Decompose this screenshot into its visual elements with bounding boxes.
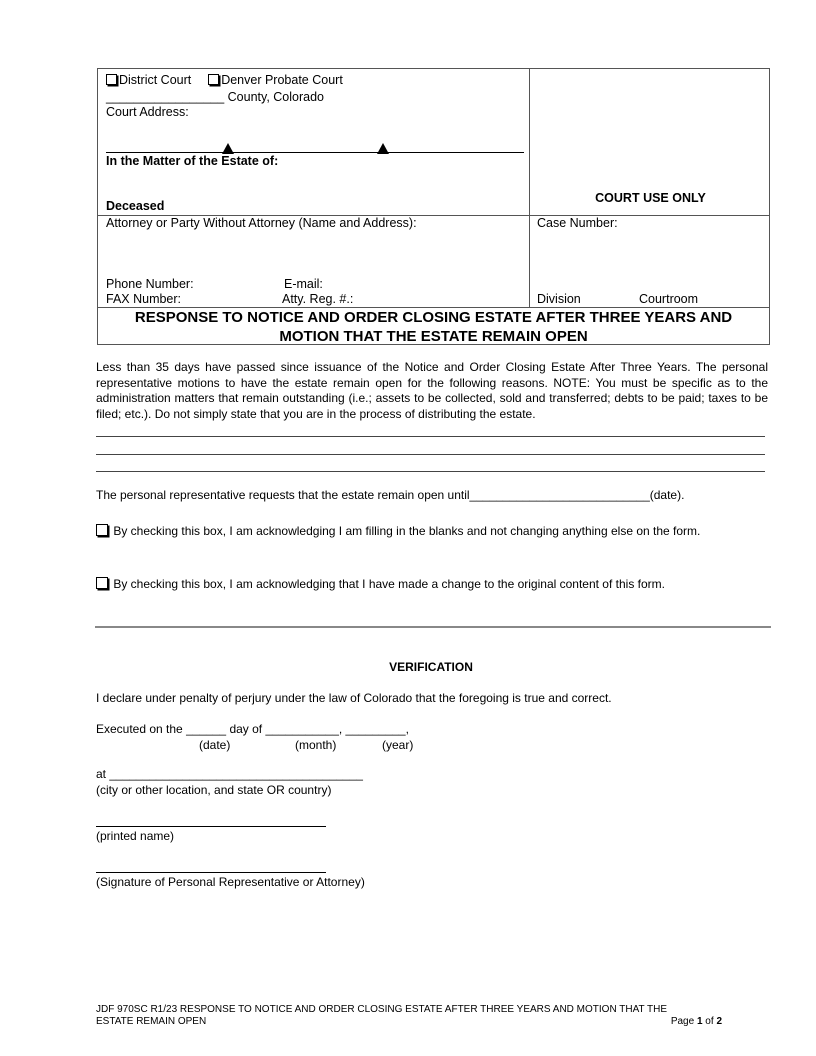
deceased-label: Deceased [106, 199, 165, 213]
location-caption: (city or other location, and state OR country) [96, 783, 332, 797]
no-changes-checkbox[interactable] [96, 524, 108, 536]
page-prefix: Page [670, 1016, 697, 1027]
declaration-text: I declare under penalty of perjury under the law of Colorado that the foregoing is true and correct. [96, 691, 612, 705]
printed-name-field[interactable] [96, 826, 326, 827]
court-address-label: Court Address: [106, 105, 189, 119]
court-type-row [106, 73, 343, 87]
district-court-checkbox[interactable] [106, 74, 117, 85]
footer-line-2-row [96, 1016, 736, 1028]
denver-probate-court-checkbox[interactable] [208, 74, 219, 85]
division-label: Division [537, 292, 581, 306]
reason-blank-line[interactable] [96, 471, 765, 472]
email-label: E-mail: [284, 277, 323, 291]
year-caption: (year) [382, 738, 414, 752]
page-footer [96, 1004, 736, 1028]
district-court-label: District Court [119, 73, 192, 87]
changes-made-checkbox[interactable] [96, 577, 108, 589]
case-number-label: Case Number: [537, 216, 618, 230]
executed-on-line[interactable]: Executed on the ______ day of ___________, _________, [96, 722, 409, 736]
footer-line-1: JDF 970SC R1/23 RESPONSE TO NOTICE AND ORDER CLOSING ESTATE AFTER THREE YEARS AND MOTION THAT THE [96, 1004, 668, 1015]
phone-number-label: Phone Number: [106, 277, 194, 291]
date-caption: (date) [199, 738, 231, 752]
reason-blank-line[interactable] [96, 436, 765, 437]
checkbox-2-row [96, 577, 665, 591]
atty-reg-label: Atty. Reg. #.: [282, 292, 354, 306]
county-line[interactable]: _________________ County, Colorado [106, 90, 325, 104]
caption-vertical-divider [529, 69, 530, 307]
remain-open-until-line[interactable]: The personal representative requests that the estate remain open until___________________________(date). [96, 488, 685, 502]
verification-heading: VERIFICATION [389, 660, 473, 674]
court-address-field[interactable] [106, 152, 524, 153]
page-current: 1 [696, 1016, 703, 1027]
page-of: of [702, 1016, 717, 1027]
checkbox-1-row [96, 522, 768, 541]
form-title-line-1: RESPONSE TO NOTICE AND ORDER CLOSING ESTATE AFTER THREE YEARS AND [134, 309, 733, 326]
triangle-marker-icon [222, 143, 234, 154]
signature-caption: (Signature of Personal Representative or Attorney) [96, 875, 365, 889]
changes-made-checkbox-text: By checking this box, I am acknowledging that I have made a change to the original content of this form. [113, 577, 665, 591]
intro-paragraph: Less than 35 days have passed since issuance of the Notice and Order Closing Estate After Three Years. The personal representative motions to have the estate remain open for the following reasons. NOTE: You must be specific as to the administration matters that remain outstanding (i.e.; assets to be collected, sold and transferred; debts to be paid; taxes to be filed; etc.). Do not simply state that you are in the process of distributing the estate. [96, 360, 768, 421]
form-title-line-2: MOTION THAT THE ESTATE REMAIN OPEN [279, 328, 588, 345]
no-changes-checkbox-text: By checking this box, I am acknowledging I am filling in the blanks and not changing anything else on the form. [113, 524, 701, 538]
form-title [98, 308, 769, 346]
section-separator [95, 626, 771, 628]
location-line[interactable]: at ______________________________________ [96, 767, 363, 781]
triangle-marker-icon [377, 143, 389, 154]
in-matter-label: In the Matter of the Estate of: [106, 154, 279, 168]
caption-table [97, 68, 770, 345]
fax-number-label: FAX Number: [106, 292, 182, 306]
printed-name-caption: (printed name) [96, 829, 175, 843]
court-use-only-label: COURT USE ONLY [595, 191, 706, 205]
denver-probate-court-label: Denver Probate Court [221, 73, 343, 87]
courtroom-label: Courtroom [639, 292, 699, 306]
month-caption: (month) [295, 738, 337, 752]
signature-field[interactable] [96, 872, 326, 873]
page-number [671, 1016, 722, 1028]
attorney-label: Attorney or Party Without Attorney (Name and Address): [106, 216, 417, 230]
footer-line-2: ESTATE REMAIN OPEN [96, 1016, 207, 1027]
page-total: 2 [716, 1016, 722, 1027]
reason-blank-line[interactable] [96, 454, 765, 455]
